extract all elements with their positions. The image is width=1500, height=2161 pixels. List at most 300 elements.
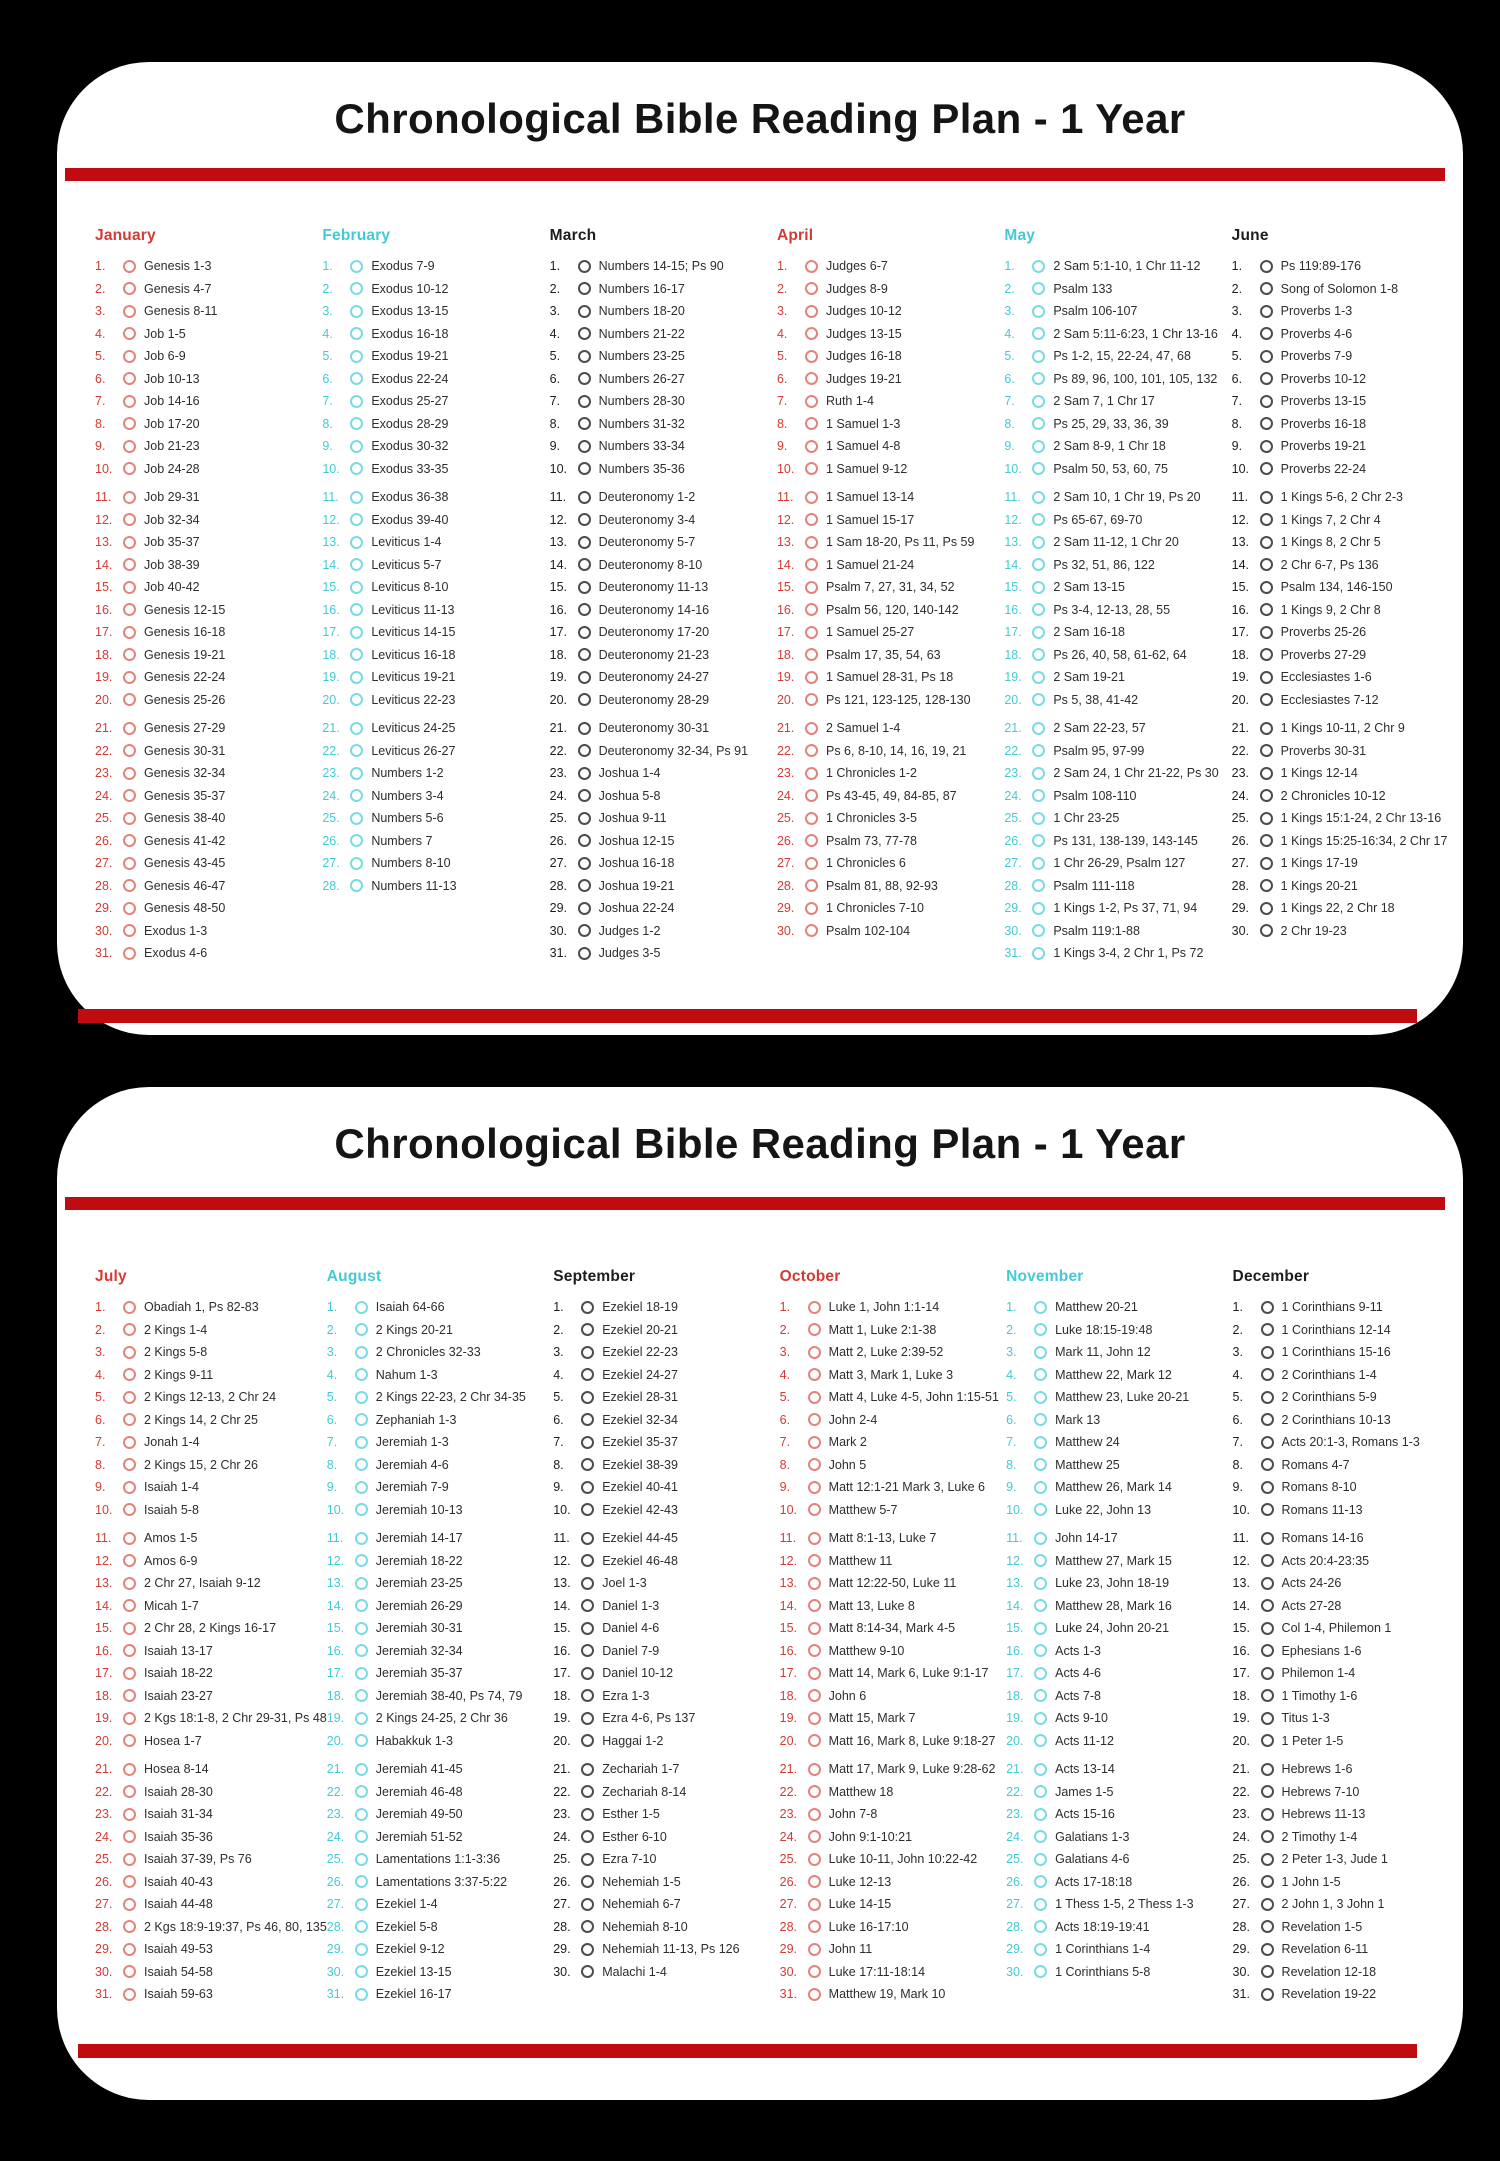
- day-number: 8.: [1006, 1457, 1017, 1472]
- reading-text: Job 1-5: [144, 326, 186, 341]
- reading-text: Genesis 38-40: [144, 811, 226, 826]
- day-number: 27.: [95, 1897, 113, 1912]
- day-number: 11.: [553, 1531, 570, 1546]
- checkbox-circle-icon: [1032, 722, 1045, 735]
- day-number: 27.: [1006, 1897, 1024, 1912]
- checkbox-circle-icon: [805, 305, 818, 318]
- reading-day-row: [1006, 1341, 1232, 1364]
- reading-text: 2 Corinthians 5-9: [1281, 1390, 1377, 1405]
- reading-text: Exodus 10-12: [371, 281, 449, 296]
- reading-day-row: [95, 435, 322, 458]
- checkbox-circle-icon: [578, 767, 591, 780]
- reading-day-row: [95, 1893, 327, 1916]
- reading-text: Ps 121, 123-125, 128-130: [825, 692, 971, 707]
- reading-day-row: [1233, 1685, 1459, 1708]
- reading-day-row: [322, 830, 549, 853]
- reading-text: 1 Kings 7, 2 Chr 4: [1280, 512, 1381, 527]
- reading-day-row: [327, 1386, 553, 1409]
- checkbox-circle-icon: [123, 744, 136, 757]
- reading-day-row: [1233, 1848, 1459, 1871]
- reading-text: Jeremiah 41-45: [375, 1762, 463, 1777]
- reading-text: Numbers 14-15; Ps 90: [598, 259, 724, 274]
- reading-day-row: [327, 1758, 553, 1781]
- day-number: 2.: [776, 281, 788, 296]
- checkbox-circle-icon: [578, 834, 591, 847]
- day-number: 7.: [95, 1435, 106, 1450]
- checkbox-circle-icon: [1260, 581, 1273, 594]
- reading-day-row: [327, 1476, 553, 1499]
- checkbox-circle-icon: [808, 1346, 821, 1359]
- checkbox-circle-icon: [1261, 1458, 1274, 1471]
- reading-text: Genesis 12-15: [144, 602, 226, 617]
- day-number: 3.: [95, 1345, 106, 1360]
- day-number: 29.: [776, 901, 795, 916]
- reading-day-row: [1006, 1803, 1232, 1826]
- checkbox-circle-icon: [355, 1391, 368, 1404]
- reading-text: Psalm 106-107: [1053, 304, 1138, 319]
- day-number: 7.: [1232, 1435, 1243, 1450]
- reading-day-row: [780, 1572, 1006, 1595]
- reading-text: John 7-8: [828, 1807, 878, 1822]
- reading-text: 1 Kings 22, 2 Chr 18: [1280, 901, 1395, 916]
- checkbox-circle-icon: [808, 1943, 821, 1956]
- reading-day-row: [1233, 1662, 1459, 1685]
- reading-day-row: [1232, 785, 1459, 808]
- reading-day-row: [95, 689, 322, 712]
- checkbox-circle-icon: [1034, 1323, 1047, 1336]
- day-number: 3.: [322, 304, 333, 319]
- checkbox-circle-icon: [808, 1667, 821, 1680]
- month-column-december: [1233, 1268, 1459, 2006]
- reading-day-row: [95, 486, 322, 509]
- day-number: 2.: [553, 1322, 564, 1337]
- reading-text: Psalm 73, 77-78: [825, 833, 918, 848]
- reading-text: Revelation 1-5: [1281, 1919, 1363, 1934]
- reading-day-row: [95, 458, 322, 481]
- checkbox-circle-icon: [1032, 744, 1045, 757]
- reading-day-row: [1004, 323, 1231, 346]
- reading-day-row: [1006, 1527, 1232, 1550]
- reading-text: Matt 8:14-34, Mark 4-5: [828, 1621, 956, 1636]
- reading-day-row: [95, 390, 322, 413]
- checkbox-circle-icon: [1032, 327, 1045, 340]
- reading-text: 2 Kings 1-4: [144, 1322, 208, 1337]
- reading-day-row: [1006, 1409, 1232, 1432]
- reading-day-row: [95, 1707, 327, 1730]
- month-name: September: [553, 1268, 636, 1285]
- reading-text: Joel 1-3: [602, 1576, 647, 1591]
- day-number: 22.: [776, 743, 795, 758]
- reading-text: Habakkuk 1-3: [375, 1733, 453, 1748]
- reading-text: Judges 8-9: [825, 281, 888, 296]
- reading-text: Ps 1-2, 15, 22-24, 47, 68: [1053, 349, 1191, 364]
- day-number: 1.: [322, 259, 333, 274]
- day-number: 4.: [1006, 1367, 1017, 1382]
- day-number: 26.: [1006, 1874, 1024, 1889]
- reading-text: Exodus 25-27: [371, 394, 449, 409]
- reading-day-row: [777, 368, 1004, 391]
- reading-day-row: [1232, 368, 1459, 391]
- reading-text: Psalm 111-118: [1053, 878, 1135, 893]
- day-number: 30.: [549, 923, 568, 938]
- day-number: 17.: [326, 1666, 345, 1681]
- reading-day-row: [1006, 1848, 1232, 1871]
- day-number: 6.: [95, 1412, 106, 1427]
- month-column-february: [322, 227, 549, 965]
- day-number: 8.: [322, 416, 333, 431]
- reading-text: Leviticus 8-10: [371, 580, 449, 595]
- reading-text: Joshua 22-24: [598, 901, 675, 916]
- day-number: 16.: [553, 1643, 571, 1658]
- checkbox-circle-icon: [1034, 1943, 1047, 1956]
- reading-day-row: [322, 785, 549, 808]
- day-number: 16.: [779, 1643, 798, 1658]
- day-number: 3.: [549, 304, 561, 319]
- reading-text: Joshua 16-18: [598, 856, 675, 871]
- day-number: 12.: [549, 512, 568, 527]
- reading-text: Psalm 81, 88, 92-93: [825, 878, 938, 893]
- reading-day-row: [780, 1848, 1006, 1871]
- reading-day-row: [777, 323, 1004, 346]
- month-column-october: [780, 1268, 1006, 2006]
- day-number: 17.: [1231, 625, 1250, 640]
- page-card-2: [57, 1087, 1463, 2100]
- checkbox-circle-icon: [581, 1481, 594, 1494]
- checkbox-circle-icon: [581, 1391, 594, 1404]
- month-column-january: [95, 227, 322, 965]
- reading-text: Matthew 20-21: [1055, 1300, 1138, 1315]
- day-number: 28.: [1004, 878, 1022, 893]
- checkbox-circle-icon: [355, 1875, 368, 1888]
- checkbox-circle-icon: [355, 1577, 368, 1590]
- checkbox-circle-icon: [805, 789, 818, 802]
- checkbox-circle-icon: [355, 1898, 368, 1911]
- reading-day-row: [95, 1916, 327, 1939]
- reading-text: Ezekiel 16-17: [375, 1987, 452, 2002]
- reading-text: Jeremiah 14-17: [375, 1531, 463, 1546]
- reading-day-row: [1006, 1730, 1232, 1753]
- day-number: 18.: [1232, 1688, 1250, 1703]
- month-column-july: [95, 1268, 327, 2006]
- reading-day-row: [553, 1685, 779, 1708]
- reading-day-row: [1233, 1550, 1459, 1573]
- reading-text: 2 Kgs 18:9-19:37, Ps 46, 80, 135: [144, 1919, 327, 1934]
- reading-day-row: [95, 323, 322, 346]
- checkbox-circle-icon: [123, 671, 136, 684]
- checkbox-circle-icon: [808, 1622, 821, 1635]
- day-number: 5.: [553, 1390, 564, 1405]
- reading-day-row: [95, 1527, 327, 1550]
- day-number: 6.: [1004, 371, 1015, 386]
- reading-text: Esther 6-10: [602, 1829, 667, 1844]
- day-number: 26.: [326, 1874, 345, 1889]
- reading-text: Matthew 23, Luke 20-21: [1055, 1390, 1190, 1405]
- reading-day-row: [1233, 1707, 1459, 1730]
- day-number: 26.: [779, 1874, 798, 1889]
- day-number: 15.: [779, 1621, 798, 1636]
- reading-text: Nehemiah 11-13, Ps 126: [602, 1942, 740, 1957]
- month-name: May: [1004, 227, 1036, 244]
- checkbox-circle-icon: [350, 767, 363, 780]
- reading-day-row: [780, 1707, 1006, 1730]
- reading-text: Hebrews 11-13: [1281, 1807, 1366, 1822]
- reading-text: Jeremiah 30-31: [375, 1621, 463, 1636]
- day-number: 28.: [322, 878, 340, 893]
- checkbox-circle-icon: [1260, 879, 1273, 892]
- day-number: 13.: [549, 535, 568, 550]
- day-number: 11.: [1004, 490, 1021, 505]
- day-number: 12.: [326, 1553, 345, 1568]
- reading-text: Acts 27-28: [1281, 1598, 1342, 1613]
- reading-text: Matt 12:1-21 Mark 3, Luke 6: [828, 1480, 985, 1495]
- reading-text: 1 Kings 15:25-16:34, 2 Chr 17: [1280, 833, 1448, 848]
- reading-day-row: [553, 1916, 779, 1939]
- reading-day-row: [322, 458, 549, 481]
- checkbox-circle-icon: [123, 1898, 136, 1911]
- checkbox-circle-icon: [1260, 693, 1273, 706]
- reading-day-row: [1004, 762, 1231, 785]
- reading-text: Proverbs 27-29: [1280, 647, 1367, 662]
- reading-text: Jeremiah 1-3: [375, 1435, 449, 1450]
- checkbox-circle-icon: [805, 440, 818, 453]
- checkbox-circle-icon: [1260, 327, 1273, 340]
- day-number: 17.: [779, 1666, 798, 1681]
- reading-text: Deuteronomy 21-23: [598, 647, 710, 662]
- day-number: 17.: [1232, 1666, 1250, 1681]
- checkbox-circle-icon: [1032, 857, 1045, 870]
- checkbox-circle-icon: [350, 462, 363, 475]
- checkbox-circle-icon: [1032, 693, 1045, 706]
- checkbox-circle-icon: [805, 648, 818, 661]
- checkbox-circle-icon: [581, 1965, 594, 1978]
- day-number: 21.: [95, 721, 113, 736]
- reading-text: Jeremiah 10-13: [375, 1502, 463, 1517]
- checkbox-circle-icon: [578, 462, 591, 475]
- reading-day-row: [322, 621, 549, 644]
- reading-text: Col 1-4, Philemon 1: [1281, 1621, 1392, 1636]
- checkbox-circle-icon: [1034, 1667, 1047, 1680]
- reading-text: Proverbs 16-18: [1280, 416, 1367, 431]
- reading-text: Psalm 50, 53, 60, 75: [1053, 461, 1168, 476]
- day-number: 28.: [1231, 878, 1250, 893]
- reading-text: 1 Samuel 1-3: [825, 416, 901, 431]
- reading-day-row: [95, 1341, 327, 1364]
- reading-text: Proverbs 25-26: [1280, 625, 1367, 640]
- reading-day-row: [95, 1476, 327, 1499]
- day-number: 1.: [326, 1300, 338, 1315]
- day-number: 23.: [326, 1807, 345, 1822]
- checkbox-circle-icon: [123, 812, 136, 825]
- reading-text: Jeremiah 4-6: [375, 1457, 449, 1472]
- reading-text: Ezekiel 22-23: [602, 1345, 678, 1360]
- reading-text: Genesis 48-50: [144, 901, 226, 916]
- reading-text: Daniel 4-6: [602, 1621, 660, 1636]
- reading-text: Proverbs 1-3: [1280, 304, 1353, 319]
- day-number: 30.: [1231, 923, 1250, 938]
- checkbox-circle-icon: [1034, 1853, 1047, 1866]
- day-number: 10.: [1006, 1502, 1024, 1517]
- checkbox-circle-icon: [805, 857, 818, 870]
- day-number: 16.: [1004, 602, 1022, 617]
- reading-day-row: [327, 1916, 553, 1939]
- day-number: 19.: [95, 1711, 113, 1726]
- day-number: 21.: [779, 1762, 798, 1777]
- reading-day-row: [95, 1364, 327, 1387]
- day-number: 7.: [549, 394, 561, 409]
- reading-text: Jeremiah 23-25: [375, 1576, 463, 1591]
- reading-text: Luke 17:11-18:14: [828, 1964, 926, 1979]
- checkbox-circle-icon: [123, 1943, 136, 1956]
- reading-text: Numbers 1-2: [371, 766, 444, 781]
- reading-day-row: [777, 255, 1004, 278]
- reading-text: Deuteronomy 32-34, Ps 91: [598, 743, 749, 758]
- reading-day-row: [1232, 897, 1459, 920]
- day-number: 6.: [326, 1412, 338, 1427]
- reading-text: Ps 43-45, 49, 84-85, 87: [825, 788, 957, 803]
- checkbox-circle-icon: [808, 1712, 821, 1725]
- day-number: 12.: [776, 512, 795, 527]
- day-number: 18.: [549, 647, 568, 662]
- checkbox-circle-icon: [805, 513, 818, 526]
- reading-text: Ezekiel 1-4: [375, 1897, 438, 1912]
- checkbox-circle-icon: [1260, 671, 1273, 684]
- checkbox-circle-icon: [808, 1853, 821, 1866]
- day-number: 9.: [553, 1480, 564, 1495]
- day-number: 26.: [1004, 833, 1022, 848]
- day-number: 19.: [1006, 1711, 1024, 1726]
- checkbox-circle-icon: [1261, 1622, 1274, 1635]
- reading-text: Genesis 8-11: [144, 304, 218, 319]
- month-column-april: [777, 227, 1004, 965]
- checkbox-circle-icon: [1260, 767, 1273, 780]
- day-number: 28.: [95, 878, 113, 893]
- checkbox-circle-icon: [1261, 1689, 1274, 1702]
- reading-text: Song of Solomon 1-8: [1280, 281, 1399, 296]
- reading-day-row: [95, 621, 322, 644]
- reading-text: Numbers 11-13: [371, 878, 457, 893]
- reading-day-row: [1233, 1341, 1459, 1364]
- checkbox-circle-icon: [1260, 812, 1273, 825]
- day-number: 29.: [1006, 1942, 1024, 1957]
- day-number: 28.: [779, 1919, 798, 1934]
- reading-day-row: [1232, 875, 1459, 898]
- day-number: 5.: [326, 1390, 338, 1405]
- reading-day-row: [1233, 1476, 1459, 1499]
- checkbox-circle-icon: [808, 1689, 821, 1702]
- checkbox-circle-icon: [355, 1532, 368, 1545]
- reading-day-row: [550, 852, 777, 875]
- checkbox-circle-icon: [578, 648, 591, 661]
- day-number: 31.: [549, 946, 568, 961]
- reading-day-row: [777, 740, 1004, 763]
- day-number: 2.: [95, 1322, 106, 1337]
- reading-text: Matt 16, Mark 8, Luke 9:18-27: [828, 1733, 996, 1748]
- reading-day-row: [95, 1499, 327, 1522]
- checkbox-circle-icon: [123, 626, 136, 639]
- day-number: 3.: [1004, 304, 1015, 319]
- day-number: 6.: [1232, 1412, 1243, 1427]
- day-number: 13.: [1231, 535, 1250, 550]
- reading-day-row: [95, 599, 322, 622]
- reading-text: 2 Chronicles 32-33: [375, 1345, 481, 1360]
- reading-text: Leviticus 14-15: [371, 625, 456, 640]
- reading-day-row: [95, 413, 322, 436]
- reading-day-row: [553, 1476, 779, 1499]
- checkbox-circle-icon: [355, 1599, 368, 1612]
- reading-day-row: [550, 323, 777, 346]
- reading-text: Psalm 7, 27, 31, 34, 52: [825, 580, 955, 595]
- checkbox-circle-icon: [808, 1368, 821, 1381]
- day-number: 23.: [779, 1807, 798, 1822]
- reading-day-row: [1004, 666, 1231, 689]
- reading-text: Matthew 9-10: [828, 1643, 905, 1658]
- checkbox-circle-icon: [123, 305, 136, 318]
- reading-text: Deuteronomy 8-10: [598, 557, 703, 572]
- checkbox-circle-icon: [1261, 1853, 1274, 1866]
- month-column-august: [327, 1268, 553, 2006]
- checkbox-circle-icon: [578, 327, 591, 340]
- checkbox-circle-icon: [1034, 1622, 1047, 1635]
- reading-text: Deuteronomy 28-29: [598, 692, 710, 707]
- reading-text: Proverbs 10-12: [1280, 371, 1367, 386]
- reading-text: 2 Kings 24-25, 2 Chr 36: [375, 1711, 508, 1726]
- checkbox-circle-icon: [581, 1853, 594, 1866]
- reading-day-row: [777, 509, 1004, 532]
- day-number: 2.: [1231, 281, 1243, 296]
- reading-text: Isaiah 54-58: [144, 1964, 213, 1979]
- day-number: 18.: [553, 1688, 571, 1703]
- day-number: 3.: [1006, 1345, 1017, 1360]
- reading-text: Ezekiel 9-12: [375, 1942, 445, 1957]
- reading-day-row: [322, 255, 549, 278]
- reading-text: Matt 13, Luke 8: [828, 1598, 915, 1613]
- checkbox-circle-icon: [350, 581, 363, 594]
- day-number: 15.: [95, 580, 113, 595]
- reading-day-row: [777, 599, 1004, 622]
- day-number: 12.: [1006, 1553, 1024, 1568]
- checkbox-circle-icon: [1261, 1785, 1274, 1798]
- reading-text: Ezekiel 13-15: [375, 1964, 452, 1979]
- checkbox-circle-icon: [123, 1875, 136, 1888]
- reading-day-row: [1232, 740, 1459, 763]
- reading-text: 2 Chronicles 10-12: [1280, 788, 1386, 803]
- checkbox-circle-icon: [805, 834, 818, 847]
- reading-text: Exodus 4-6: [144, 946, 208, 961]
- reading-day-row: [327, 1826, 553, 1849]
- reading-day-row: [780, 1826, 1006, 1849]
- checkbox-circle-icon: [123, 902, 136, 915]
- day-number: 11.: [1231, 490, 1249, 505]
- checkbox-circle-icon: [1032, 879, 1045, 892]
- reading-text: 1 Samuel 28-31, Ps 18: [825, 670, 954, 685]
- reading-text: Psalm 133: [1053, 281, 1113, 296]
- reading-day-row: [95, 509, 322, 532]
- reading-text: Jeremiah 7-9: [375, 1480, 449, 1495]
- reading-text: Job 29-31: [144, 490, 200, 505]
- day-number: 27.: [322, 856, 340, 871]
- day-number: 10.: [1004, 461, 1022, 476]
- reading-day-row: [553, 1386, 779, 1409]
- checkbox-circle-icon: [1260, 305, 1273, 318]
- reading-text: Job 10-13: [144, 371, 200, 386]
- reading-text: Daniel 1-3: [602, 1598, 660, 1613]
- reading-day-row: [1233, 1730, 1459, 1753]
- day-number: 23.: [322, 766, 340, 781]
- checkbox-circle-icon: [578, 693, 591, 706]
- day-number: 18.: [1006, 1688, 1024, 1703]
- reading-text: Jeremiah 38-40, Ps 74, 79: [375, 1688, 523, 1703]
- reading-day-row: [550, 717, 777, 740]
